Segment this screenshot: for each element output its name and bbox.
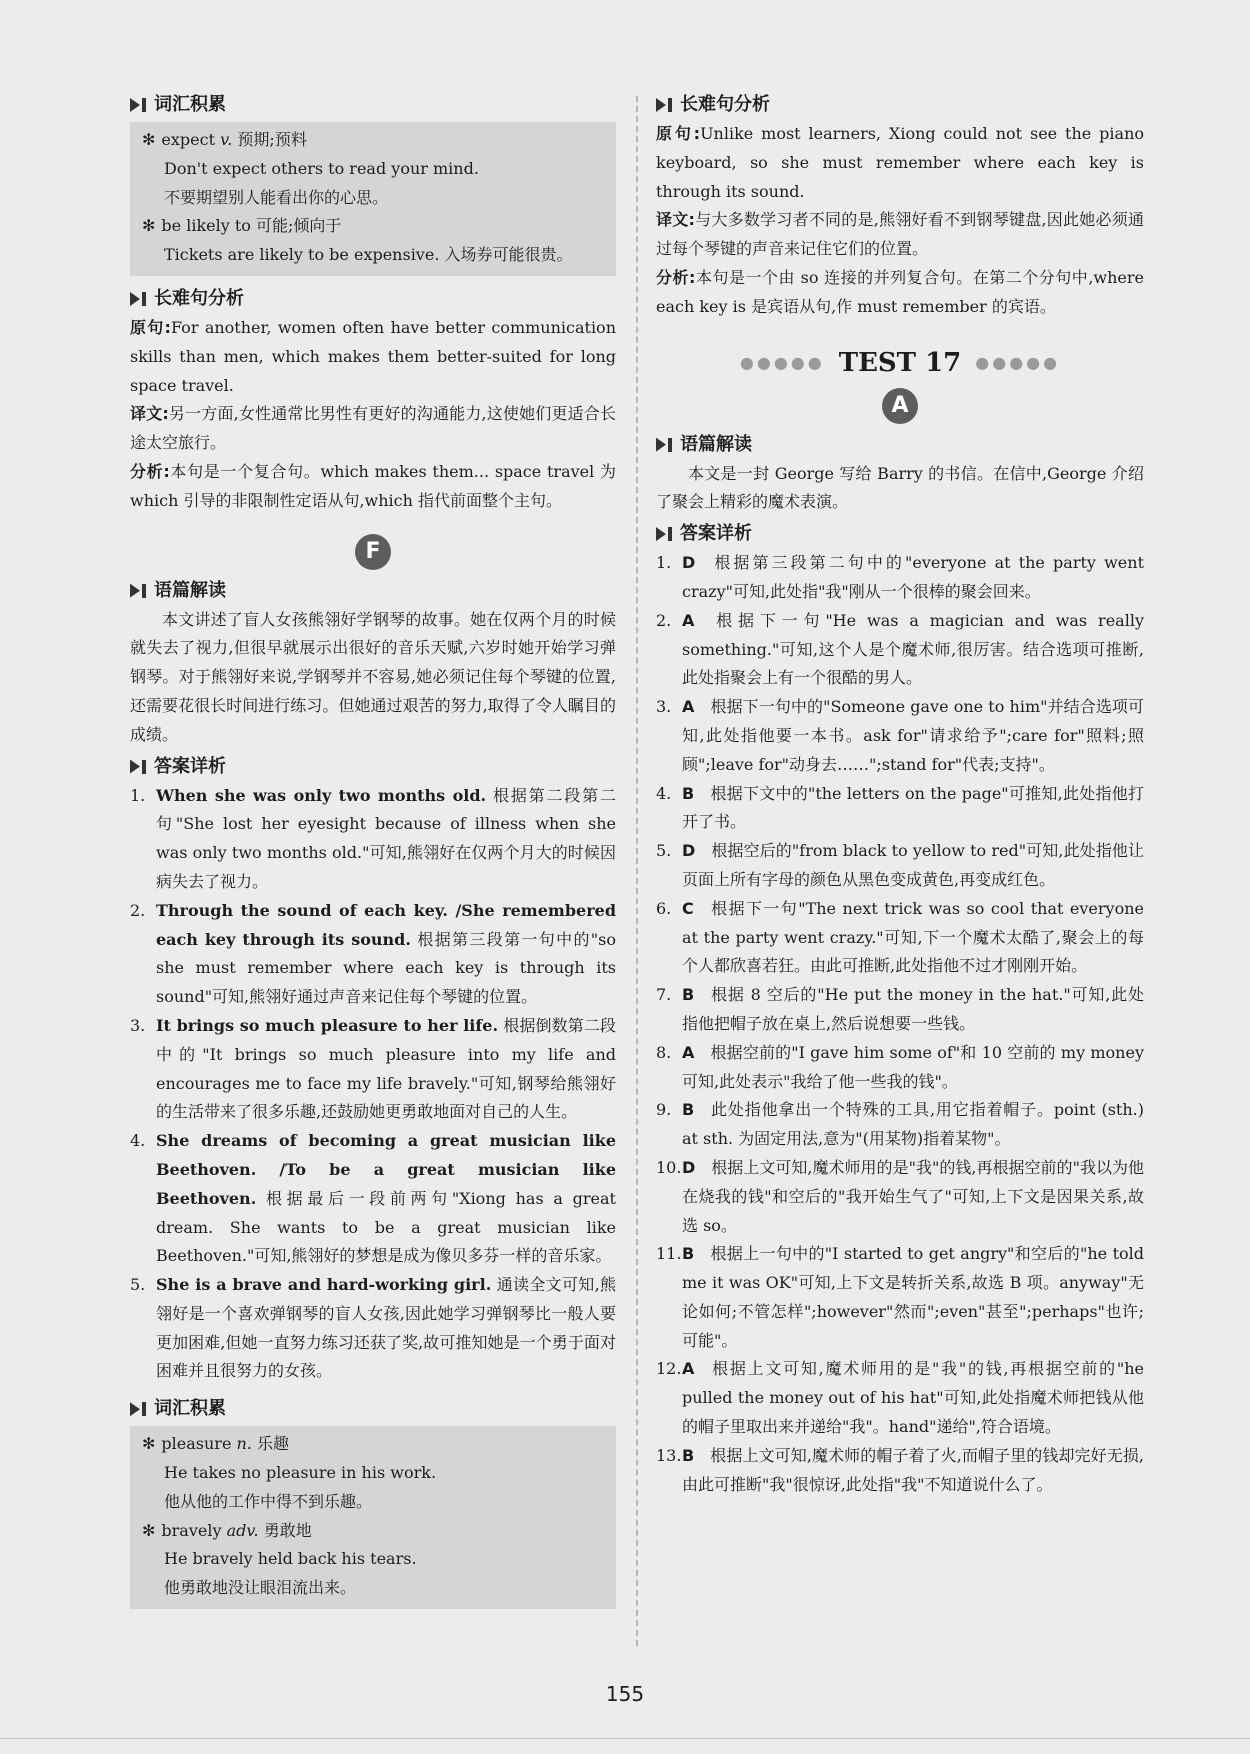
left-column <box>130 88 616 1619</box>
triangle-marker-icon <box>656 98 666 112</box>
section-heading: 长难句分析 <box>130 286 616 312</box>
section-heading: 长难句分析 <box>656 92 1144 118</box>
triangle-marker-icon <box>130 98 140 112</box>
answer-item: 13. B 根据上文可知,魔术师的帽子着了火,而帽子里的钱却完好无损,由此可推断"我"很惊讶,此处指"我"不知道说什么了。 <box>656 1445 1144 1494</box>
translation: 译文:与大多数学习者不同的是,熊翎好看不到钢琴键盘,因此她必须通过每个琴键的声音来记住它们的位置。 <box>656 210 1144 259</box>
reading-summary: 本文讲述了盲人女孩熊翎好学钢琴的故事。她在仅两个月的时候就失去了视力,但很早就展示出很好的音乐天赋,六岁时她开始学习弹钢琴。对于熊翎好来说,学钢琴并不容易,她必须记住每个琴键的位置,还需要花很长时间进行练习。但她通过艰苦的努力,取得了令人瞩目的成绩。 <box>130 609 616 744</box>
answer-item: 4. She dreams of becoming a great musician like Beethoven. /To be a great musician like Beethoven. 根据最后一段前两句"Xiong has a great dream. She wants to be a great musician like Beethoven."可知,熊翎好的梦想是成为像贝多芬一样的音乐家。 <box>130 1131 616 1266</box>
analysis: 分析:本句是一个复合句。which makes them... space travel 为 which 引导的非限制性定语从句,which 指代前面整个主句。 <box>130 461 616 510</box>
vocab-example: 他从他的工作中得不到乐趣。 <box>164 1491 373 1511</box>
vocab-example: He bravely held back his tears. <box>164 1549 417 1569</box>
section-heading: 答案详析 <box>130 754 616 780</box>
answer-item: 5. D 根据空后的"from black to yellow to red"可知,此处指他让页面上所有字母的颜色从黑色变成黄色,再变成红色。 <box>656 841 1144 889</box>
answer-item: 5. She is a brave and hard-working girl. 通读全文可知,熊翎好是一个喜欢弹钢琴的盲人女孩,因此她学习弹钢琴比一般人要更加困难,但她一直努力练习还获了奖,故可推知她是一个勇于面对困难并且很努力的女孩。 <box>130 1275 616 1381</box>
triangle-marker-icon <box>656 438 666 452</box>
analysis: 分析:本句是一个由 so 连接的并列复合句。在第二个分句中,where each key is 是宾语从句,作 must remember 的宾语。 <box>656 267 1144 316</box>
vocab-example: Don't expect others to read your mind. <box>164 158 479 178</box>
asterisk-icon: ✻ <box>142 216 156 236</box>
original-sentence: 原句:Unlike most learners, Xiong could not see the piano keyboard, so she must remember where each key is through its sound. <box>656 124 1144 201</box>
passage-badge-f: F <box>355 534 391 570</box>
vocab-example: 不要期望别人能看出你的心思。 <box>164 187 389 207</box>
original-sentence: 原句:For another, women often have better communication skills than men, which makes them better-suited for long space travel. <box>130 317 616 395</box>
answer-item: 3. A 根据下一句中的"Someone gave one to him"并结合选项可知,此处指他要一本书。ask for"请求给予";care for"照料;照顾";leave for"动身去……";stand for"代表;支持"。 <box>656 697 1144 774</box>
vocab-entry: ✻ pleasure n. 乐趣 <box>142 1434 289 1454</box>
passage-badge-a: A <box>882 388 918 424</box>
vocab-entry: ✻ be likely to 可能;倾向于 <box>142 216 342 236</box>
answer-item: 1. D 根据第三段第二句中的"everyone at the party went crazy"可知,此处指"我"刚从一个很棒的聚会回来。 <box>656 553 1144 601</box>
vocab-entry: ✻ expect v. 预期;预料 <box>142 130 307 149</box>
asterisk-icon: ✻ <box>142 130 156 149</box>
vocab-example: He takes no pleasure in his work. <box>164 1463 437 1483</box>
triangle-marker-icon <box>130 760 140 774</box>
triangle-marker-icon <box>130 584 140 598</box>
section-heading: 答案详析 <box>656 521 1144 547</box>
answer-item: 2. Through the sound of each key. /She remembered each key through its sound. 根据第三段第一句中的"so she must remember where each key is through its sound"可知,熊翎好通过声音来记住每个琴键的位置。 <box>130 900 616 1007</box>
answer-item: 12. A 根据上文可知,魔术师用的是"我"的钱,再根据空前的"he pulled the money out of his hat"可知,此处指魔术师把钱从他的帽子里取出来并递给"我"。hand"递给",符合语境。 <box>656 1359 1144 1437</box>
section-heading: 词汇积累 <box>130 92 616 118</box>
answer-item: 8. A 根据空前的"I gave him some of"和 10 空前的 my money 可知,此处表示"我给了他一些我的钱"。 <box>656 1042 1144 1091</box>
vocab-example: 他勇敢地没让眼泪流出来。 <box>164 1578 357 1598</box>
answer-item: 2. A 根据下一句"He was a magician and was really something."可知,这个人是个魔术师,很厉害。结合选项可推断,此处指聚会上有一个很酷的男人。 <box>656 610 1144 688</box>
vocab-box <box>130 122 616 276</box>
answer-item: 9. B 此处指他拿出一个特殊的工具,用它指着帽子。point (sth.) at sth. 为固定用法,意为"(用某物)指着某物"。 <box>656 1100 1144 1149</box>
right-column <box>656 88 1144 1499</box>
section-heading: 语篇解读 <box>656 432 1144 458</box>
answer-item: 6. C 根据下一句"The next trick was so cool that everyone at the party went crazy."可知,下一个魔术太酷了,聚会上的每个人都欣喜若狂。由此可推断,此处指他不过才刚刚开始。 <box>656 898 1144 976</box>
page-number: 155 <box>605 1682 645 1706</box>
answer-item: 11. B 根据上一句中的"I started to get angry"和空后的"he told me it was OK"可知,上下文是转折关系,故选 B 项。anyway"无论如何;不管怎样";however"然而";even"甚至";perhaps"也许;可能"。 <box>656 1244 1144 1350</box>
column-divider <box>636 96 638 1646</box>
test-title: ●●●●● TEST 17 ●●●●● <box>739 347 1061 378</box>
answer-item: 7. B 根据 8 空后的"He put the money in the hat."可知,此处指他把帽子放在桌上,然后说想要一些钱。 <box>656 985 1144 1033</box>
section-heading: 词汇积累 <box>130 1396 616 1422</box>
vocab-example: Tickets are likely to be expensive. 入场券可能很贵。 <box>164 245 573 265</box>
section-heading: 语篇解读 <box>130 578 616 604</box>
answer-item: 10. D 根据上文可知,魔术师用的是"我"的钱,再根据空前的"我以为他在烧我的钱"和空后的"我开始生气了"可知,上下文是因果关系,故选 so。 <box>656 1157 1144 1235</box>
vocab-entry: ✻ bravely adv. 勇敢地 <box>142 1520 312 1540</box>
triangle-marker-icon <box>130 292 140 306</box>
asterisk-icon: ✻ <box>142 1434 156 1454</box>
answer-item: 1. When she was only two months old. 根据第二段第二句"She lost her eyesight because of illness when she was only two months old."可知,熊翎好在仅两个月大的时候因病失去了视力。 <box>130 785 616 891</box>
translation: 译文:另一方面,女性通常比男性有更好的沟通能力,这使她们更适合长途太空旅行。 <box>130 404 616 453</box>
reading-summary: 本文是一封 George 写给 Barry 的书信。在信中,George 介绍了聚会上精彩的魔术表演。 <box>656 463 1144 512</box>
triangle-marker-icon <box>656 527 666 541</box>
answer-item: 3. It brings so much pleasure to her life. 根据倒数第二段中的"It brings so much pleasure into my life and encourages me to face my life bravely."可知,钢琴给熊翎好的生活带来了很多乐趣,还鼓励她更勇敢地面对自己的人生。 <box>130 1015 616 1122</box>
vocab-box <box>130 1426 616 1609</box>
asterisk-icon: ✻ <box>142 1520 156 1540</box>
bottom-rule <box>0 1738 1250 1739</box>
answer-item: 4. B 根据下文中的"the letters on the page"可推知,此处指他打开了书。 <box>656 783 1144 832</box>
triangle-marker-icon <box>130 1402 140 1416</box>
